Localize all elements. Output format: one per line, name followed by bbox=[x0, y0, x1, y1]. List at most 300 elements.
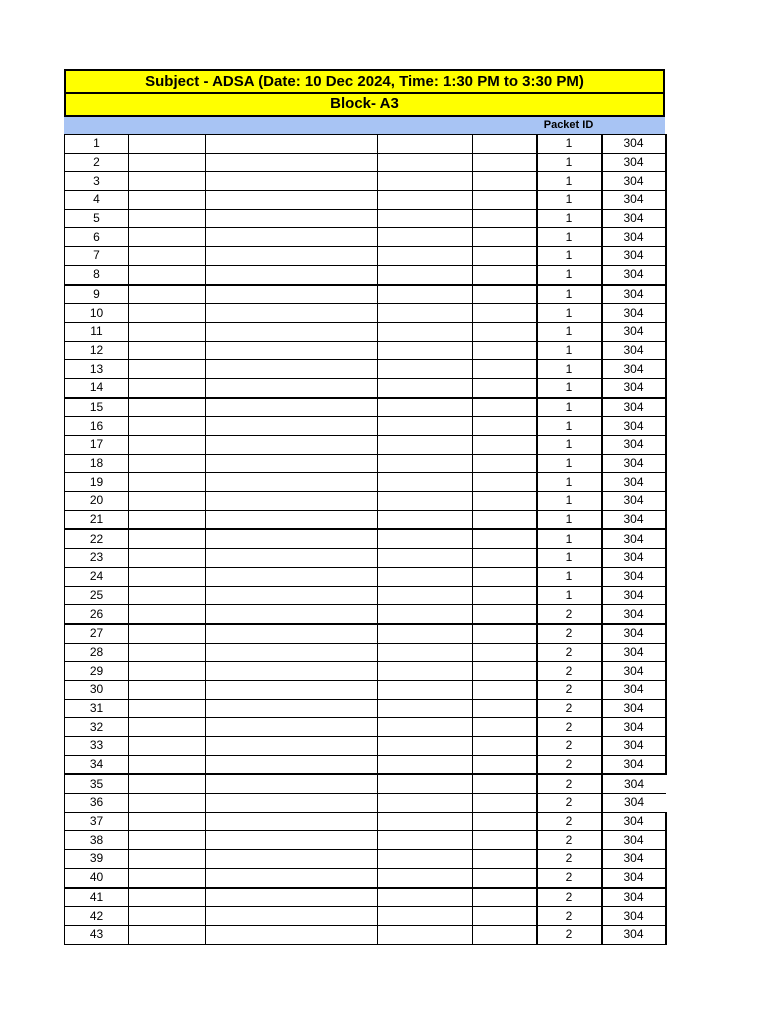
code-cell: 304 bbox=[602, 755, 666, 774]
blank-cell bbox=[378, 680, 473, 699]
serial-number-cell: 11 bbox=[65, 322, 129, 341]
blank-cell bbox=[129, 737, 206, 756]
blank-cell bbox=[378, 492, 473, 511]
table-row bbox=[65, 925, 666, 944]
blank-cell bbox=[378, 718, 473, 737]
blank-cell bbox=[129, 398, 206, 417]
blank-cell bbox=[473, 436, 537, 455]
blank-cell bbox=[473, 868, 537, 887]
serial-number-cell: 17 bbox=[65, 436, 129, 455]
packet-id-cell: 2 bbox=[537, 643, 602, 662]
blank-cell bbox=[206, 398, 378, 417]
serial-number-cell: 13 bbox=[65, 360, 129, 379]
blank-cell bbox=[206, 605, 378, 624]
table-row bbox=[65, 624, 666, 643]
blank-cell bbox=[473, 624, 537, 643]
code-cell: 304 bbox=[602, 586, 666, 605]
blank-cell bbox=[206, 209, 378, 228]
serial-number-cell: 42 bbox=[65, 907, 129, 926]
blank-cell bbox=[473, 549, 537, 568]
table-row bbox=[65, 907, 666, 926]
blank-cell bbox=[378, 737, 473, 756]
blank-cell bbox=[473, 304, 537, 323]
blank-cell bbox=[206, 228, 378, 247]
blank-cell bbox=[206, 699, 378, 718]
serial-number-cell: 21 bbox=[65, 510, 129, 529]
code-cell: 304 bbox=[602, 436, 666, 455]
blank-cell bbox=[473, 831, 537, 850]
serial-number-cell: 31 bbox=[65, 699, 129, 718]
table-row bbox=[65, 492, 666, 511]
code-cell: 304 bbox=[602, 341, 666, 360]
packet-id-cell: 2 bbox=[537, 812, 602, 831]
serial-number-cell: 20 bbox=[65, 492, 129, 511]
serial-number-cell: 5 bbox=[65, 209, 129, 228]
code-cell: 304 bbox=[602, 304, 666, 323]
blank-cell bbox=[473, 492, 537, 511]
code-cell: 304 bbox=[602, 360, 666, 379]
blank-cell bbox=[473, 473, 537, 492]
table-row bbox=[65, 718, 666, 737]
code-cell: 304 bbox=[602, 322, 666, 341]
blank-cell bbox=[378, 907, 473, 926]
serial-number-cell: 12 bbox=[65, 341, 129, 360]
blank-cell bbox=[129, 209, 206, 228]
packet-id-cell: 2 bbox=[537, 925, 602, 944]
blank-cell bbox=[206, 265, 378, 284]
code-cell: 304 bbox=[602, 378, 666, 397]
blank-cell bbox=[473, 529, 537, 548]
blank-cell bbox=[378, 643, 473, 662]
blank-cell bbox=[129, 868, 206, 887]
serial-number-cell: 43 bbox=[65, 925, 129, 944]
table-row bbox=[65, 699, 666, 718]
blank-cell bbox=[378, 888, 473, 907]
serial-number-cell: 22 bbox=[65, 529, 129, 548]
blank-cell bbox=[206, 360, 378, 379]
serial-number-cell: 23 bbox=[65, 549, 129, 568]
blank-cell bbox=[206, 304, 378, 323]
blank-cell bbox=[473, 378, 537, 397]
blank-cell bbox=[378, 172, 473, 191]
code-cell: 304 bbox=[602, 265, 666, 284]
blank-cell bbox=[473, 510, 537, 529]
code-cell: 304 bbox=[602, 794, 666, 813]
code-cell: 304 bbox=[602, 831, 666, 850]
blank-cell bbox=[129, 304, 206, 323]
block-label: Block- A3 bbox=[64, 94, 665, 117]
code-cell: 304 bbox=[602, 643, 666, 662]
blank-cell bbox=[378, 699, 473, 718]
blank-cell bbox=[378, 135, 473, 154]
blank-cell bbox=[378, 868, 473, 887]
table-row bbox=[65, 888, 666, 907]
serial-number-cell: 2 bbox=[65, 153, 129, 172]
packet-id-cell: 2 bbox=[537, 755, 602, 774]
blank-cell bbox=[473, 285, 537, 304]
code-cell: 304 bbox=[602, 549, 666, 568]
table-row bbox=[65, 643, 666, 662]
blank-cell bbox=[129, 529, 206, 548]
blank-cell bbox=[129, 378, 206, 397]
blank-cell bbox=[206, 473, 378, 492]
table-row bbox=[65, 378, 666, 397]
serial-number-cell: 32 bbox=[65, 718, 129, 737]
packet-id-cell: 1 bbox=[537, 454, 602, 473]
packet-id-cell: 1 bbox=[537, 417, 602, 436]
serial-number-cell: 19 bbox=[65, 473, 129, 492]
serial-number-cell: 7 bbox=[65, 247, 129, 266]
blank-cell bbox=[473, 265, 537, 284]
blank-cell bbox=[129, 605, 206, 624]
serial-number-cell: 33 bbox=[65, 737, 129, 756]
blank-cell bbox=[129, 774, 206, 793]
serial-number-cell: 39 bbox=[65, 850, 129, 869]
serial-number-cell: 27 bbox=[65, 624, 129, 643]
serial-number-cell: 26 bbox=[65, 605, 129, 624]
blank-cell bbox=[206, 888, 378, 907]
blank-cell bbox=[473, 135, 537, 154]
blank-cell bbox=[473, 360, 537, 379]
table-row bbox=[65, 567, 666, 586]
blank-cell bbox=[378, 662, 473, 681]
table-row bbox=[65, 737, 666, 756]
blank-cell bbox=[206, 812, 378, 831]
table-row bbox=[65, 510, 666, 529]
blank-cell bbox=[129, 341, 206, 360]
packet-id-cell: 2 bbox=[537, 662, 602, 681]
blank-cell bbox=[473, 341, 537, 360]
code-cell: 304 bbox=[602, 529, 666, 548]
table-row bbox=[65, 209, 666, 228]
packet-id-cell: 2 bbox=[537, 907, 602, 926]
serial-number-cell: 18 bbox=[65, 454, 129, 473]
packet-id-cell: 2 bbox=[537, 737, 602, 756]
blank-cell bbox=[473, 191, 537, 210]
table-row bbox=[65, 228, 666, 247]
blank-cell bbox=[206, 831, 378, 850]
blank-cell bbox=[206, 436, 378, 455]
blank-cell bbox=[206, 549, 378, 568]
blank-cell bbox=[473, 643, 537, 662]
blank-cell bbox=[378, 567, 473, 586]
table-row bbox=[65, 191, 666, 210]
blank-cell bbox=[206, 510, 378, 529]
code-cell: 304 bbox=[602, 737, 666, 756]
blank-cell bbox=[206, 624, 378, 643]
serial-number-cell: 4 bbox=[65, 191, 129, 210]
packet-id-cell: 1 bbox=[537, 247, 602, 266]
serial-number-cell: 16 bbox=[65, 417, 129, 436]
packet-id-cell: 1 bbox=[537, 228, 602, 247]
blank-cell bbox=[378, 529, 473, 548]
table-row bbox=[65, 529, 666, 548]
table-row bbox=[65, 265, 666, 284]
packet-id-cell: 1 bbox=[537, 191, 602, 210]
table-row bbox=[65, 417, 666, 436]
code-cell: 304 bbox=[602, 925, 666, 944]
blank-cell bbox=[378, 755, 473, 774]
blank-cell bbox=[129, 586, 206, 605]
blank-cell bbox=[378, 191, 473, 210]
blank-cell bbox=[129, 135, 206, 154]
packet-id-cell: 1 bbox=[537, 209, 602, 228]
blank-cell bbox=[129, 624, 206, 643]
blank-cell bbox=[378, 586, 473, 605]
code-cell: 304 bbox=[602, 153, 666, 172]
blank-cell bbox=[473, 153, 537, 172]
blank-cell bbox=[473, 925, 537, 944]
table-row bbox=[65, 172, 666, 191]
blank-cell bbox=[129, 153, 206, 172]
packet-id-cell: 1 bbox=[537, 510, 602, 529]
blank-cell bbox=[378, 153, 473, 172]
packet-id-cell: 1 bbox=[537, 360, 602, 379]
packet-id-cell: 1 bbox=[537, 322, 602, 341]
packet-id-cell: 1 bbox=[537, 378, 602, 397]
blank-cell bbox=[378, 454, 473, 473]
blank-cell bbox=[129, 812, 206, 831]
table-row bbox=[65, 153, 666, 172]
table-row bbox=[65, 812, 666, 831]
serial-number-cell: 3 bbox=[65, 172, 129, 191]
packet-id-cell: 1 bbox=[537, 549, 602, 568]
blank-cell bbox=[206, 492, 378, 511]
blank-cell bbox=[206, 153, 378, 172]
code-cell: 304 bbox=[602, 850, 666, 869]
blank-cell bbox=[378, 341, 473, 360]
blank-cell bbox=[378, 360, 473, 379]
code-cell: 304 bbox=[602, 473, 666, 492]
table-row bbox=[65, 135, 666, 154]
blank-cell bbox=[473, 850, 537, 869]
blank-cell bbox=[473, 907, 537, 926]
blank-cell bbox=[129, 718, 206, 737]
blank-cell bbox=[206, 925, 378, 944]
serial-number-cell: 30 bbox=[65, 680, 129, 699]
blank-cell bbox=[129, 662, 206, 681]
packet-id-cell: 1 bbox=[537, 153, 602, 172]
serial-number-cell: 8 bbox=[65, 265, 129, 284]
blank-cell bbox=[473, 322, 537, 341]
blank-cell bbox=[378, 774, 473, 793]
blank-cell bbox=[378, 605, 473, 624]
blank-cell bbox=[378, 831, 473, 850]
blank-cell bbox=[129, 247, 206, 266]
blank-cell bbox=[129, 436, 206, 455]
code-cell: 304 bbox=[602, 567, 666, 586]
serial-number-cell: 37 bbox=[65, 812, 129, 831]
blank-cell bbox=[206, 247, 378, 266]
table-row bbox=[65, 360, 666, 379]
blank-cell bbox=[129, 360, 206, 379]
blank-cell bbox=[129, 417, 206, 436]
table-row bbox=[65, 850, 666, 869]
table-row bbox=[65, 322, 666, 341]
packet-id-cell: 1 bbox=[537, 135, 602, 154]
packet-id-cell: 1 bbox=[537, 473, 602, 492]
blank-cell bbox=[206, 322, 378, 341]
blank-cell bbox=[206, 586, 378, 605]
blank-cell bbox=[206, 341, 378, 360]
table-row bbox=[65, 831, 666, 850]
blank-cell bbox=[473, 605, 537, 624]
blank-cell bbox=[206, 529, 378, 548]
blank-cell bbox=[473, 567, 537, 586]
serial-number-cell: 28 bbox=[65, 643, 129, 662]
blank-cell bbox=[378, 473, 473, 492]
blank-cell bbox=[129, 285, 206, 304]
blank-cell bbox=[378, 417, 473, 436]
blank-cell bbox=[206, 378, 378, 397]
table-row bbox=[65, 247, 666, 266]
blank-cell bbox=[206, 680, 378, 699]
blank-cell bbox=[473, 718, 537, 737]
table-row bbox=[65, 586, 666, 605]
table-row bbox=[65, 304, 666, 323]
blank-cell bbox=[473, 209, 537, 228]
serial-number-cell: 40 bbox=[65, 868, 129, 887]
blank-cell bbox=[206, 907, 378, 926]
packet-id-cell: 2 bbox=[537, 699, 602, 718]
blank-cell bbox=[473, 586, 537, 605]
blank-cell bbox=[129, 643, 206, 662]
packet-id-cell: 1 bbox=[537, 567, 602, 586]
packet-id-cell: 1 bbox=[537, 586, 602, 605]
packet-id-cell: 2 bbox=[537, 868, 602, 887]
table-row bbox=[65, 605, 666, 624]
table-row bbox=[65, 398, 666, 417]
serial-number-cell: 41 bbox=[65, 888, 129, 907]
blank-cell bbox=[206, 417, 378, 436]
blank-cell bbox=[378, 285, 473, 304]
blank-cell bbox=[378, 624, 473, 643]
serial-number-cell: 6 bbox=[65, 228, 129, 247]
blank-cell bbox=[206, 285, 378, 304]
blank-cell bbox=[378, 549, 473, 568]
table-row bbox=[65, 868, 666, 887]
blank-cell bbox=[473, 737, 537, 756]
blank-cell bbox=[473, 680, 537, 699]
code-cell: 304 bbox=[602, 774, 666, 793]
blank-cell bbox=[378, 510, 473, 529]
blank-cell bbox=[129, 831, 206, 850]
blank-cell bbox=[129, 567, 206, 586]
blank-cell bbox=[206, 718, 378, 737]
packet-id-cell: 1 bbox=[537, 285, 602, 304]
serial-number-cell: 35 bbox=[65, 774, 129, 793]
blank-cell bbox=[129, 454, 206, 473]
blank-cell bbox=[378, 398, 473, 417]
table-row bbox=[65, 662, 666, 681]
serial-number-cell: 34 bbox=[65, 755, 129, 774]
code-cell: 304 bbox=[602, 285, 666, 304]
blank-cell bbox=[378, 209, 473, 228]
code-cell: 304 bbox=[602, 191, 666, 210]
packet-id-cell: 1 bbox=[537, 172, 602, 191]
serial-number-cell: 38 bbox=[65, 831, 129, 850]
code-cell: 304 bbox=[602, 605, 666, 624]
blank-cell bbox=[129, 680, 206, 699]
column-header-band bbox=[64, 117, 665, 134]
blank-cell bbox=[206, 794, 378, 813]
code-cell: 304 bbox=[602, 699, 666, 718]
blank-cell bbox=[206, 643, 378, 662]
packet-id-cell: 2 bbox=[537, 831, 602, 850]
blank-cell bbox=[473, 812, 537, 831]
packet-id-cell: 1 bbox=[537, 398, 602, 417]
blank-cell bbox=[129, 925, 206, 944]
code-cell: 304 bbox=[602, 907, 666, 926]
packet-id-header: Packet ID bbox=[543, 119, 594, 131]
blank-cell bbox=[378, 378, 473, 397]
code-cell: 304 bbox=[602, 209, 666, 228]
packet-id-cell: 1 bbox=[537, 265, 602, 284]
blank-cell bbox=[206, 755, 378, 774]
blank-cell bbox=[378, 322, 473, 341]
blank-cell bbox=[129, 888, 206, 907]
sheet-title: Subject - ADSA (Date: 10 Dec 2024, Time: 1:30 PM to 3:30 PM) bbox=[64, 69, 665, 94]
blank-cell bbox=[129, 265, 206, 284]
code-cell: 304 bbox=[602, 398, 666, 417]
blank-cell bbox=[129, 510, 206, 529]
blank-cell bbox=[378, 925, 473, 944]
blank-cell bbox=[473, 794, 537, 813]
code-cell: 304 bbox=[602, 228, 666, 247]
blank-cell bbox=[473, 755, 537, 774]
blank-cell bbox=[206, 662, 378, 681]
blank-cell bbox=[473, 662, 537, 681]
blank-cell bbox=[473, 398, 537, 417]
code-cell: 304 bbox=[602, 662, 666, 681]
blank-cell bbox=[378, 304, 473, 323]
blank-cell bbox=[206, 850, 378, 869]
blank-cell bbox=[129, 699, 206, 718]
seat-table bbox=[64, 134, 667, 945]
code-cell: 304 bbox=[602, 812, 666, 831]
code-cell: 304 bbox=[602, 417, 666, 436]
table-row bbox=[65, 473, 666, 492]
code-cell: 304 bbox=[602, 888, 666, 907]
blank-cell bbox=[129, 492, 206, 511]
packet-id-cell: 2 bbox=[537, 680, 602, 699]
code-cell: 304 bbox=[602, 868, 666, 887]
table-row bbox=[65, 454, 666, 473]
serial-number-cell: 14 bbox=[65, 378, 129, 397]
blank-cell bbox=[378, 265, 473, 284]
blank-cell bbox=[129, 191, 206, 210]
packet-id-cell: 2 bbox=[537, 774, 602, 793]
blank-cell bbox=[206, 191, 378, 210]
serial-number-cell: 9 bbox=[65, 285, 129, 304]
serial-number-cell: 15 bbox=[65, 398, 129, 417]
packet-id-cell: 1 bbox=[537, 436, 602, 455]
blank-cell bbox=[206, 774, 378, 793]
table-row bbox=[65, 341, 666, 360]
code-cell: 304 bbox=[602, 172, 666, 191]
packet-id-cell: 2 bbox=[537, 850, 602, 869]
blank-cell bbox=[378, 228, 473, 247]
code-cell: 304 bbox=[602, 492, 666, 511]
blank-cell bbox=[129, 228, 206, 247]
blank-cell bbox=[206, 868, 378, 887]
code-cell: 304 bbox=[602, 680, 666, 699]
blank-cell bbox=[473, 417, 537, 436]
table-row bbox=[65, 285, 666, 304]
blank-cell bbox=[129, 794, 206, 813]
blank-cell bbox=[473, 247, 537, 266]
serial-number-cell: 25 bbox=[65, 586, 129, 605]
